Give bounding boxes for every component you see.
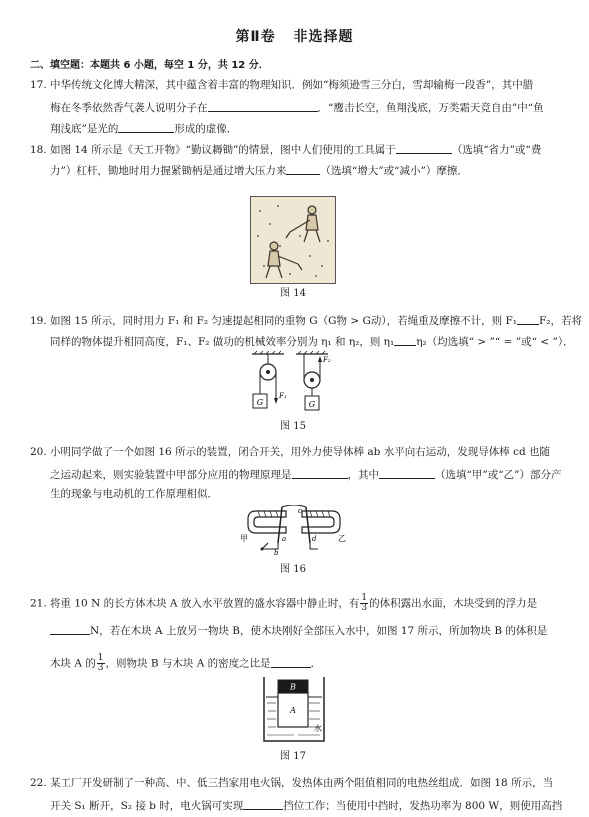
f2-arrow (318, 356, 322, 362)
q21-blank-2[interactable] (271, 657, 311, 668)
block-a-label: A (290, 706, 296, 715)
q21-line3 (50, 654, 321, 673)
q19-blank-2[interactable] (394, 335, 416, 346)
q20-text: 之运动起来，则实验装置中甲部分应用的物理原理是 (50, 469, 292, 481)
figure-15-pulleys (248, 350, 338, 418)
q18-blank-1[interactable] (396, 143, 452, 154)
q21-line2 (50, 624, 547, 637)
label-yi: 乙 (338, 534, 346, 543)
q18-text: （选填“省力”或“费 (451, 144, 542, 156)
q18-line1 (30, 143, 541, 156)
q21-line1 (30, 594, 537, 613)
q19-text: 19. 如图 15 所示，同时用力 F₁ 和 F₂ 匀速提起相同的重物 G（G物 > G动），若绳重及摩擦不计，则 F₁ (30, 315, 517, 327)
f2-label: F₂ (323, 356, 331, 364)
q18-text: （选填“增大”或“减小”）摩擦． (320, 165, 468, 177)
q17-text: 形成的虚像． (174, 123, 238, 135)
fraction-one-third: $\frac{1}{3}$ (361, 593, 368, 613)
q21-text: 21. 将重 10 N 的长方体木块 A 放入水平放置的盛水容器中静止时，有 (30, 597, 360, 610)
figure-16-caption: 图 16 (280, 564, 306, 575)
figure-17-container (254, 675, 334, 745)
q19-text: η₂（均选填“ > ”“ = ”或“ < ”）． (416, 336, 574, 348)
q18-blank-2[interactable] (286, 164, 320, 175)
section-heading: 二、填空题：本题共 6 小题，每空 1 分，共 12 分． (30, 60, 269, 71)
part-label: 第Ⅱ卷 (235, 29, 276, 45)
q19-text: 同样的物体提升相同高度，F₁、F₂ 做功的机械效率分别为 η₁ 和 η₂，则 η₁ (50, 336, 395, 348)
q20-text: （选填“甲”或“乙”）部分产 (435, 469, 562, 481)
q21-blank-1[interactable] (50, 624, 90, 635)
figure-14-illustration (250, 196, 336, 284)
figure-14-caption: 图 14 (280, 288, 306, 299)
q20-blank-2[interactable] (379, 468, 435, 479)
q20-line3: 生的现象与电动机的工作原理相似． (50, 488, 218, 500)
figure-17-caption: 图 17 (280, 751, 306, 762)
q22-text: 挡位工作；当使用中挡时，发热功率为 800 W，则使用高挡 (283, 800, 563, 812)
q21-text: ，则物块 B 与木块 A 的密度之比是 (105, 657, 271, 670)
q22-line1: 22. 某工厂开发研制了一种高、中、低三挡家用电火锅，发热体由两个阻值相同的电热丝组成．如图 18 所示，当 (30, 777, 554, 789)
label-jia: 甲 (240, 534, 248, 543)
q20-blank-1[interactable] (292, 468, 348, 479)
q21-text: ． (310, 657, 322, 670)
q22-line2 (50, 799, 562, 812)
q19-line1 (30, 314, 582, 327)
q21-text: 的体积露出水面，木块受到的浮力是 (369, 597, 538, 610)
q20-line2 (50, 468, 561, 481)
block-b-label: B (290, 682, 296, 692)
q17-line1: 17. 中华传统文化博大精深，其中蕴含着丰富的物理知识．例如“梅须逊雪三分白，雪却输梅一段香”，其中腊 (30, 79, 534, 91)
fraction-one-third: $\frac{1}{3}$ (97, 653, 104, 673)
q22-text: 开关 S₁ 断开，S₂ 接 b 时，电火锅可实现 (50, 800, 244, 812)
q17-text: 梅在冬季依然香气袭人说明分子在 (50, 102, 208, 114)
water-label: 水 (314, 724, 322, 733)
q17-text: 翔浅底”是光的 (50, 123, 119, 135)
figure-15-caption: 图 15 (280, 421, 306, 432)
q17-line2 (50, 101, 544, 114)
q17-blank-1[interactable] (208, 101, 318, 112)
label-b: b (274, 549, 279, 557)
q20-line1: 20. 小明同学做了一个如图 16 所示的装置，闭合开关，用外力使导体棒 ab 水平向右运动，发现导体棒 cd 也随 (30, 446, 551, 458)
q22-blank-1[interactable] (243, 799, 283, 810)
q17-text: ．“鹰击长空，鱼翔浅底，万类霜天竞自由”中“鱼 (317, 102, 544, 114)
weight-right-label: G (308, 400, 316, 409)
f1-label: F₁ (279, 392, 287, 400)
q20-text: ，其中 (347, 469, 379, 481)
q17-line3 (50, 122, 237, 135)
q19-line2 (50, 335, 574, 348)
q18-text: 18. 如图 14 所示是《天工开物》“勤议耨锄”的情景，图中人们使用的工具属于 (30, 144, 396, 156)
f1-arrow (274, 398, 278, 404)
rod-cd (306, 507, 310, 543)
q18-text: 力”）杠杆，锄地时用力握紧锄柄是通过增大压力来 (50, 165, 287, 177)
label-a: a (282, 535, 287, 543)
page-title (0, 30, 589, 44)
label-c: c (298, 507, 302, 515)
figure-16-apparatus (238, 505, 350, 559)
q18-line2 (50, 164, 468, 177)
weight-left-label: G (256, 398, 264, 407)
q19-text: F₂，若将 (538, 315, 582, 327)
q19-blank-1[interactable] (517, 314, 539, 325)
label-d: d (312, 535, 317, 543)
part-subtitle: 非选择题 (293, 29, 354, 45)
q21-text: N，若在木块 A 上放另一物块 B，使木块刚好全部压入水中，如图 17 所示，所加物块 B 的体积是 (90, 625, 548, 637)
q17-blank-2[interactable] (118, 122, 174, 133)
q21-text: 木块 A 的 (50, 657, 96, 670)
